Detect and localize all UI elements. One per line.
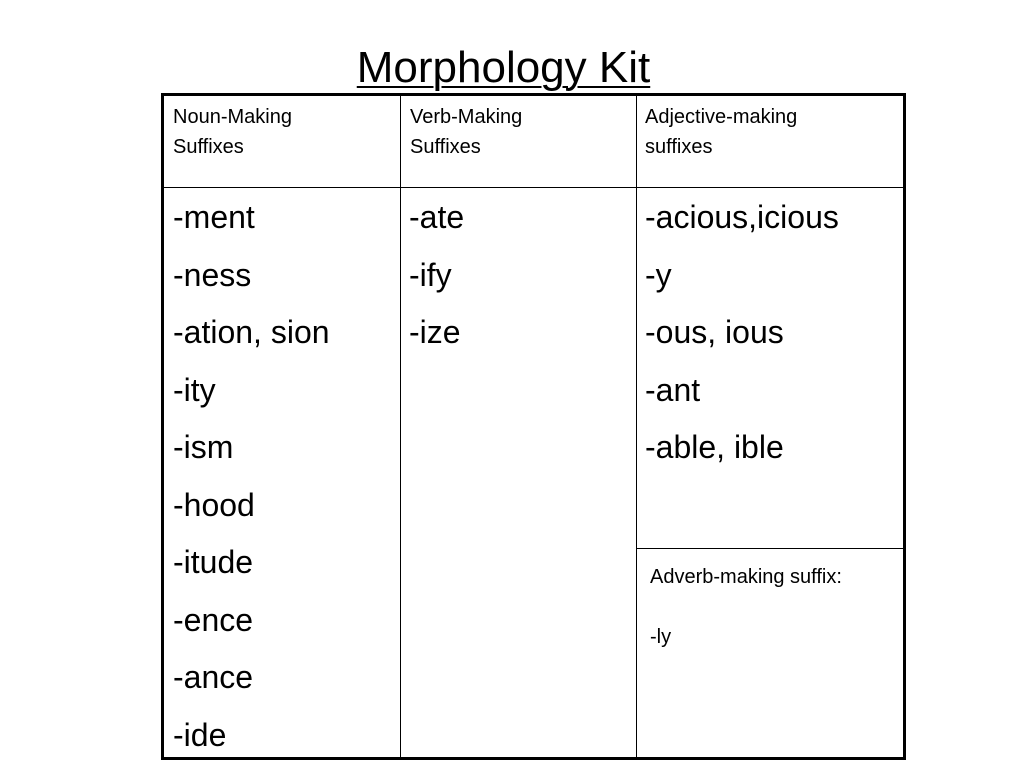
list-item: -ity bbox=[173, 371, 216, 408]
list-item: -ant bbox=[645, 371, 701, 408]
list-item: -ate bbox=[409, 199, 465, 235]
list-item: -ide bbox=[173, 716, 227, 753]
column-divider bbox=[400, 96, 401, 757]
adverb-cell bbox=[650, 564, 842, 650]
noun-suffix-list bbox=[173, 189, 330, 764]
list-item: -ify bbox=[409, 256, 452, 293]
list-item: -y bbox=[645, 256, 672, 293]
column-divider bbox=[636, 96, 637, 757]
adjective-suffix-list bbox=[645, 189, 839, 477]
list-item: -hood bbox=[173, 486, 255, 523]
list-item: -ize bbox=[409, 314, 461, 350]
slide-title: Morphology Kit bbox=[356, 43, 651, 92]
list-item: -acious,icious bbox=[645, 199, 839, 235]
list-item: -ence bbox=[173, 601, 254, 638]
adverb-heading: Adverb-making suffix: bbox=[650, 566, 842, 588]
header-divider bbox=[164, 187, 903, 188]
header-adjective-suffixes: Adjective-making suffixes bbox=[645, 106, 798, 158]
header-noun-suffixes: Noun-Making Suffixes bbox=[173, 106, 292, 158]
list-item: -ance bbox=[173, 659, 254, 695]
list-item: -able, ible bbox=[645, 429, 784, 465]
verb-suffix-list bbox=[409, 189, 464, 362]
adverb-value: -ly bbox=[650, 626, 672, 648]
suffix-table bbox=[161, 93, 906, 760]
list-item: -ism bbox=[173, 429, 234, 465]
list-item: -ment bbox=[173, 199, 255, 235]
adverb-divider bbox=[636, 548, 903, 549]
list-item: -ness bbox=[173, 256, 252, 293]
list-item: -ous, ious bbox=[645, 314, 784, 350]
list-item: -ation, sion bbox=[173, 314, 330, 350]
list-item: -itude bbox=[173, 544, 254, 580]
header-verb-suffixes: Verb-Making Suffixes bbox=[410, 106, 523, 158]
